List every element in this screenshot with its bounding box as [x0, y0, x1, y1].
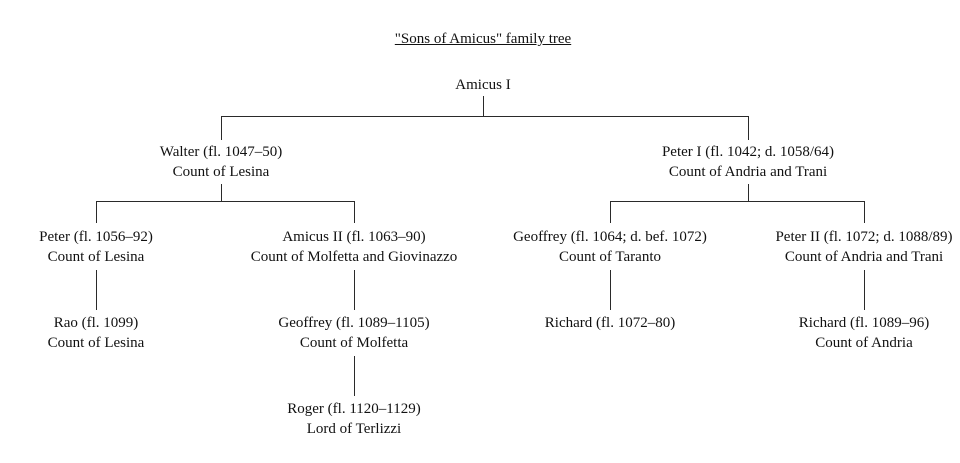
node-roger-title: Lord of Terlizzi [306, 421, 402, 438]
node-peter-name: Peter (fl. 1056–92) [39, 229, 153, 245]
connector-peter1-down [748, 184, 749, 201]
node-amicus1-name: Amicus I [455, 77, 511, 93]
node-roger [287, 399, 420, 440]
node-geoffrey1-title: Count of Taranto [559, 249, 661, 266]
connector-walter-down [221, 184, 222, 201]
node-peter2 [775, 227, 952, 268]
connector-peter-up [96, 201, 97, 223]
diagram-title: "Sons of Amicus" family tree [394, 31, 572, 47]
node-richard2 [799, 313, 929, 354]
node-peter1-title: Count of Andria and Trani [668, 164, 828, 181]
connector-walter-children-bar [96, 201, 354, 202]
node-rao-name: Rao (fl. 1099) [53, 315, 139, 331]
connector-amicus1-down [483, 96, 484, 116]
node-geoffrey1 [513, 227, 707, 268]
node-peter1 [662, 142, 834, 183]
connector-geoffrey2-down [354, 356, 355, 396]
connector-geoffrey1-down [610, 270, 611, 310]
node-peter-title: Count of Lesina [47, 249, 145, 266]
connector-peter1-up [748, 116, 749, 140]
connector-peter2-up [864, 201, 865, 223]
node-richard1-name: Richard (fl. 1072–80) [544, 315, 676, 331]
connector-peter2-down [864, 270, 865, 310]
node-walter [160, 142, 283, 183]
node-peter2-name: Peter II (fl. 1072; d. 1088/89) [775, 229, 953, 245]
node-rao [48, 313, 145, 354]
connector-walter-up [221, 116, 222, 140]
node-geoffrey2 [278, 313, 429, 354]
connector-peter-down [96, 270, 97, 310]
node-richard2-name: Richard (fl. 1089–96) [798, 315, 930, 331]
node-amicus1 [455, 75, 510, 95]
node-geoffrey1-name: Geoffrey (fl. 1064; d. bef. 1072) [513, 229, 707, 245]
node-roger-name: Roger (fl. 1120–1129) [287, 401, 421, 417]
node-peter [39, 227, 153, 268]
node-peter1-name: Peter I (fl. 1042; d. 1058/64) [661, 144, 835, 160]
node-richard1 [545, 313, 675, 333]
node-walter-title: Count of Lesina [172, 164, 270, 181]
node-geoffrey2-title: Count of Molfetta [299, 335, 409, 352]
node-geoffrey2-name: Geoffrey (fl. 1089–1105) [278, 315, 430, 331]
connector-peter1-children-bar [610, 201, 864, 202]
connector-gen1-bar [221, 116, 748, 117]
node-amicus2 [251, 227, 458, 268]
node-richard2-title: Count of Andria [815, 335, 913, 352]
connector-amicus2-down [354, 270, 355, 310]
node-rao-title: Count of Lesina [47, 335, 145, 352]
node-amicus2-title: Count of Molfetta and Giovinazzo [250, 249, 458, 266]
node-amicus2-name: Amicus II (fl. 1063–90) [282, 229, 426, 245]
connector-amicus2-up [354, 201, 355, 223]
node-peter2-title: Count of Andria and Trani [784, 249, 944, 266]
connector-geoffrey1-up [610, 201, 611, 223]
node-walter-name: Walter (fl. 1047–50) [159, 144, 283, 160]
